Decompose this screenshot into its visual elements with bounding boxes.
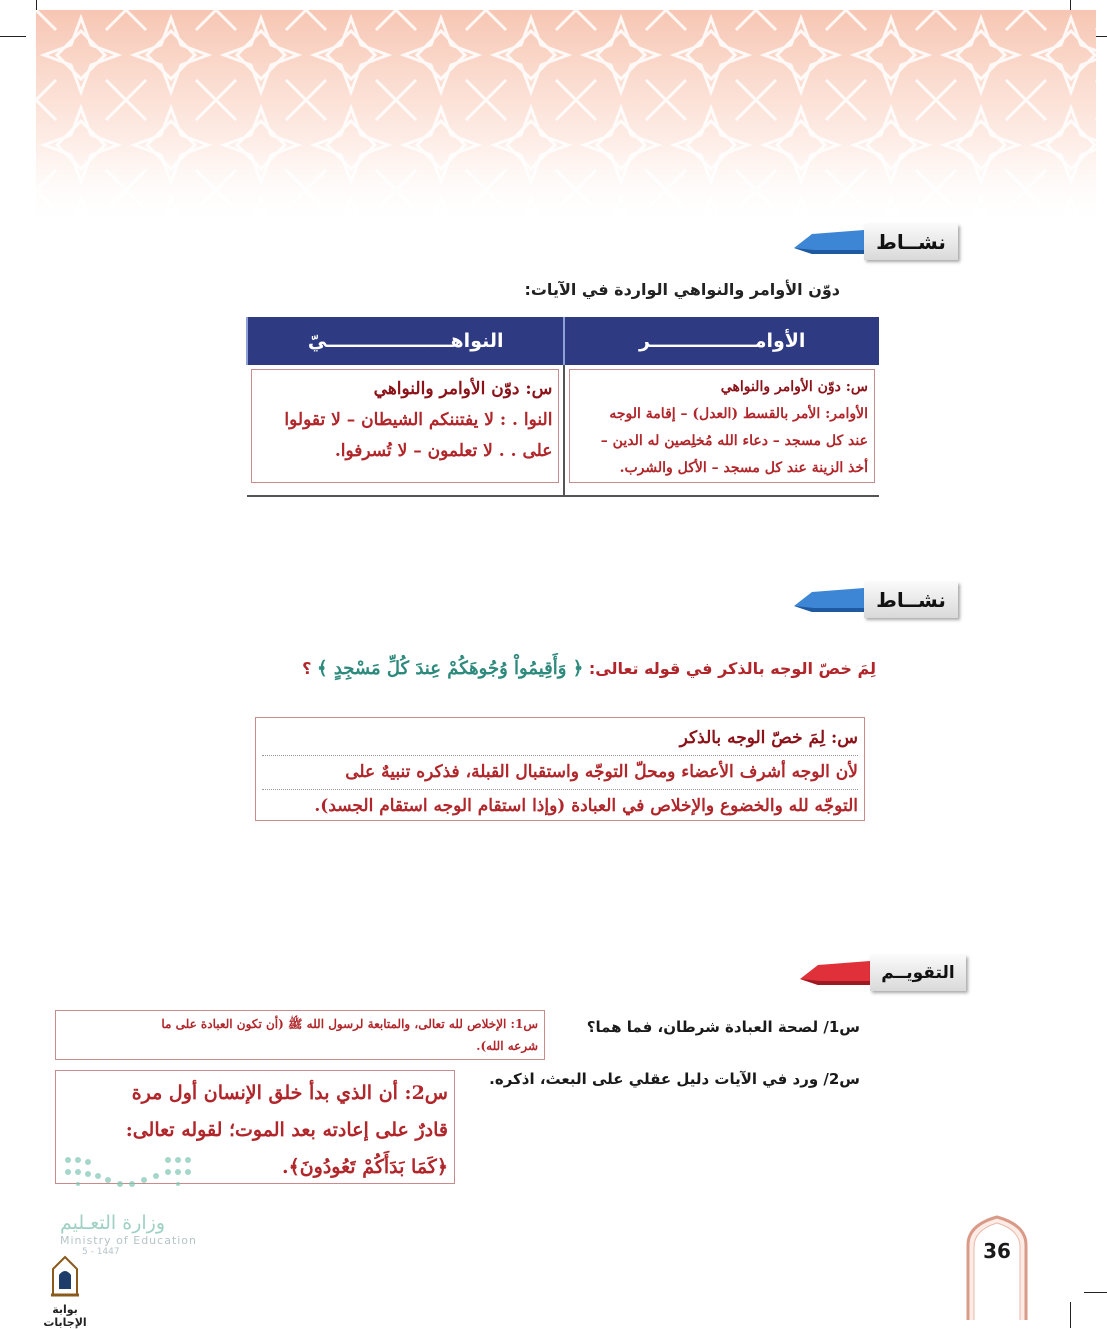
answer-line: على . . لا تعلمون – لا تُسرفوا. xyxy=(334,441,553,461)
prohibitions-cell xyxy=(247,365,564,496)
answer-line: س: دوّن الأوامر والنواهي xyxy=(373,379,553,399)
assessment-answer-1 xyxy=(55,1010,545,1060)
question-text: لِمَ خصّ الوجه بالذكر في قوله تعالى: xyxy=(588,659,876,678)
col-header-commands: الأوامــــــــــــــــر xyxy=(564,317,879,365)
site-logo-text: بوابة الإجابات xyxy=(43,1303,87,1329)
commands-prohibitions-table xyxy=(246,317,879,497)
verse-text: ﴿ وَأَقِيمُواْ وُجُوهَكُمْ عِندَ كُلِّ مَسْجِدٍ ﴾ xyxy=(317,658,584,679)
crop-mark xyxy=(1070,1302,1071,1328)
ministry-dots-icon xyxy=(60,1150,200,1200)
answer-line: لأن الوجه أشرف الأعضاء ومحلّ التوجّه واستقبال القبلة، فذكره تنبيهٌ على xyxy=(262,756,858,790)
lantern-icon xyxy=(45,1255,85,1299)
answer-line: عند كل مسجد – دعاء الله مُخلِصين له الدين – xyxy=(600,433,868,449)
crop-mark xyxy=(1084,1292,1107,1293)
commands-answer xyxy=(569,369,875,483)
page-arch-icon xyxy=(966,1215,1028,1320)
prohibitions-answer xyxy=(251,369,559,483)
activity-tab xyxy=(794,224,958,260)
answer-line: ﴿كَمَا بَدَأَكُمْ تَعُودُونَ﴾. xyxy=(281,1156,448,1178)
answer-line: س: لِمَ خصّ الوجه بالذكر xyxy=(262,722,858,756)
answer-line: الأوامر: الأمر بالقسط (العدل) – إقامة الوجه xyxy=(609,406,868,422)
answer-line: شرعه الله). xyxy=(476,1039,538,1053)
assessment-tab xyxy=(800,955,966,991)
col-header-prohibitions: النواهـــــــــــــــــــيّ xyxy=(247,317,564,365)
answer-line: س2: أن الذي بدأ خلق الإنسان أول مرة xyxy=(131,1082,448,1104)
ministry-name-english: Ministry of Education xyxy=(60,1234,198,1247)
answer-line: أخذ الزينة عند كل مسجد – الأكل والشرب. xyxy=(619,460,868,476)
answer-line: التوجّه لله والخضوع والإخلاص في العبادة (وإذا استقام الوجه استقام الجسد). xyxy=(314,796,858,816)
answer-line: س1: الإخلاص لله تعالى، والمتابعة لرسول الله ﷺ (أن تكون العبادة على ما xyxy=(161,1017,538,1031)
assessment-question-1: س1/ لصحة العبادة شرطان، فما هما؟ xyxy=(586,1018,860,1036)
ministry-year: 5 - 1447 xyxy=(82,1247,120,1257)
assessment-question-2: س2/ ورد في الآيات دليل عقلي على البعث، اذكره. xyxy=(489,1070,860,1088)
answer-line: النوا . : لا يفتننكم الشيطان – لا تقولوا xyxy=(284,410,553,430)
activity-tab xyxy=(794,582,958,618)
commands-cell xyxy=(564,365,879,496)
site-logo xyxy=(30,1255,100,1329)
page-number-badge xyxy=(966,1215,1028,1320)
activity-tab-label: نشــاط xyxy=(864,582,958,618)
activity2-answer xyxy=(255,717,865,821)
page-number: 36 xyxy=(983,1239,1011,1263)
tab-arrow-icon xyxy=(800,959,870,987)
activity-tab-label: نشــاط xyxy=(864,224,958,260)
assessment-tab-label: التقويــم xyxy=(870,955,966,991)
crop-mark xyxy=(0,36,26,37)
ministry-logo xyxy=(60,1150,200,1257)
answer-line: س: دوّن الأوامر والنواهي xyxy=(720,379,868,395)
activity2-question xyxy=(260,658,876,679)
decorative-header xyxy=(36,10,1096,230)
tab-arrow-icon xyxy=(794,586,864,614)
ministry-name-arabic: وزارة التعـليم xyxy=(60,1212,166,1234)
activity1-instruction: دوّن الأوامر والنواهي الواردة في الآيات: xyxy=(524,280,840,299)
answer-line: قادرٌ على إعادته بعد الموت؛ لقوله تعالى: xyxy=(125,1119,448,1141)
question-mark: ؟ xyxy=(302,659,312,678)
tab-arrow-icon xyxy=(794,228,864,256)
